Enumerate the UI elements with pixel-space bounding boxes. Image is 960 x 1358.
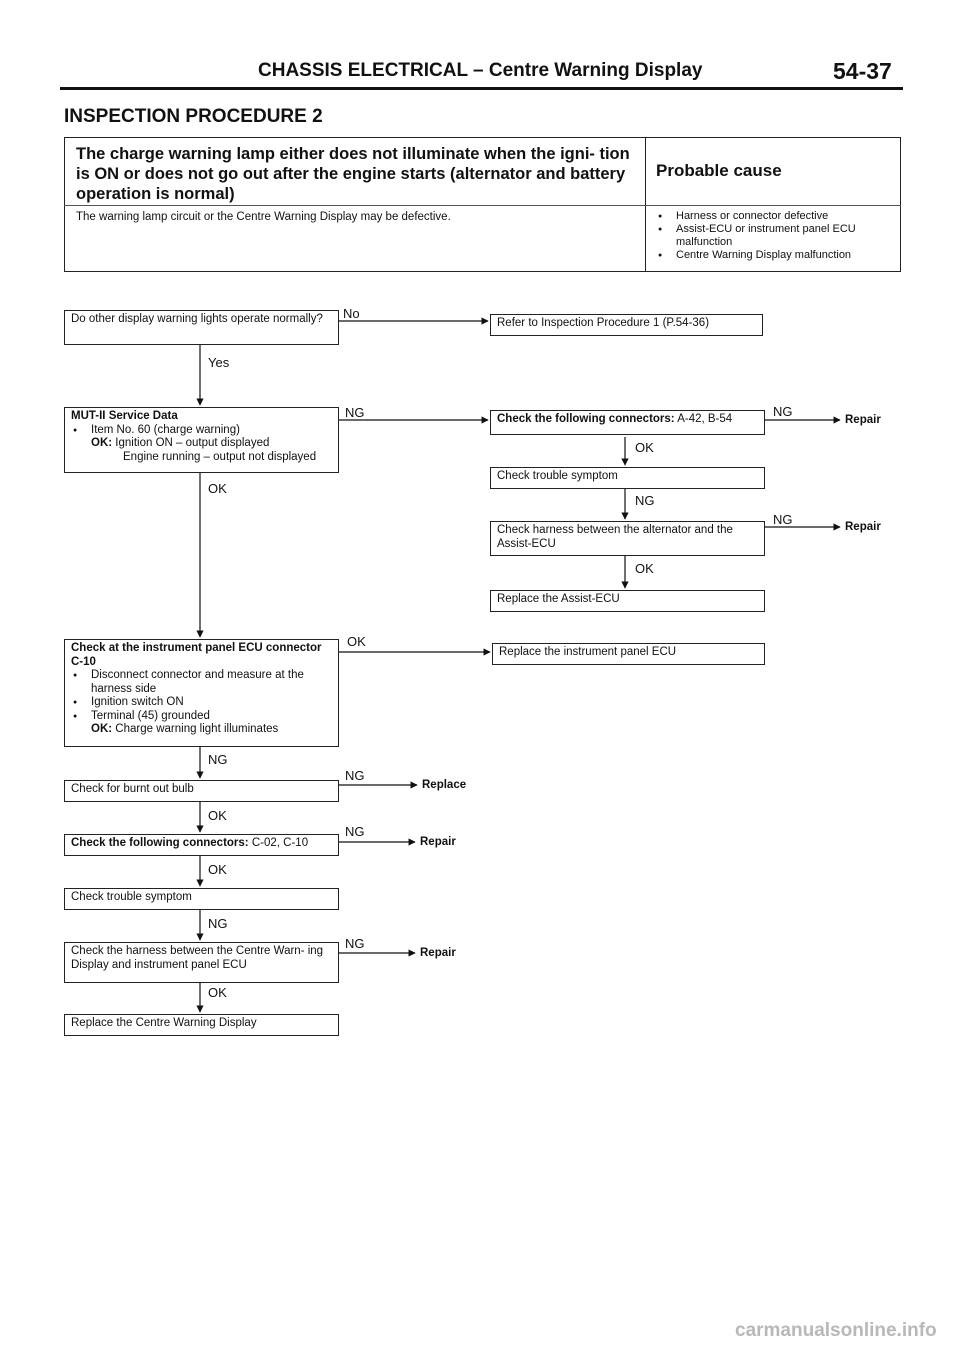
bulb-check-box: Check for burnt out bulb [64,780,339,802]
harness-check-box: Check the harness between the Centre Warn- ing Display and instrument panel ECU [64,942,339,983]
replace-ip-ecu-box: Replace the instrument panel ECU [492,643,765,665]
branch-label-ok: OK [347,634,366,649]
connector-label: Check the following connectors: [71,837,249,849]
replace-cwd-box: Replace the Centre Warning Display [64,1014,339,1036]
branch-label-ng: NG [773,512,793,527]
ip-ecu-ok-text: Charge warning light illuminates [115,723,279,735]
cause-item: ● Harness or connector defective [656,210,896,223]
branch-label-ng: NG [345,824,365,839]
page-number: 54-37 [833,58,892,84]
trouble-symptom-box: Check trouble symptom [490,467,765,489]
procedure-title: INSPECTION PROCEDURE 2 [64,106,323,127]
mut-ok-line: Ignition ON – output displayed [115,437,270,449]
branch-label-ok: OK [635,440,654,455]
branch-label-ok: OK [208,481,227,496]
connector-check-box [490,410,765,435]
symptom-description: The warning lamp circuit or the Centre Warning Display may be defective. [76,211,451,223]
refer-procedure-box: Refer to Inspection Procedure 1 (P.54-36) [490,314,763,336]
trouble-symptom-box: Check trouble symptom [64,888,339,910]
connector-label: Check the following connectors: [497,413,675,425]
probable-cause-heading: Probable cause [656,161,782,180]
result-repair: Repair [420,947,456,959]
mut-ok-line: Engine running – output not displayed [123,450,317,463]
harness-check-box: Check harness between the alternator and the Assist-ECU [490,521,765,556]
step-item: ● Terminal (45) grounded [71,710,332,724]
cause-item: ● Centre Warning Display malfunction [656,249,896,262]
branch-label-ng: NG [345,936,365,951]
step-item: ● Disconnect connector and measure at the harness side [71,669,332,696]
mut-service-data-box [64,407,339,473]
step-item: ● Ignition switch ON [71,696,332,710]
branch-label-ng: NG [208,916,228,931]
ok-label: OK: [91,437,113,449]
mut-title: MUT-II Service Data [71,410,178,422]
cause-item: ● Assist-ECU or instrument panel ECU malfunction [656,223,896,249]
connector-check-box [64,834,339,856]
replace-assist-ecu-box: Replace the Assist-ECU [490,590,765,612]
ok-label: OK: [91,723,113,735]
branch-label-ng: NG [208,752,228,767]
branch-label-ng: NG [345,768,365,783]
branch-label-ng: NG [345,405,365,420]
result-repair: Repair [845,521,881,533]
branch-label-ok: OK [208,808,227,823]
branch-label-ok: OK [635,561,654,576]
connector-ids: C-02, C-10 [251,837,309,849]
result-repair: Repair [845,414,881,426]
connector-ids: A-42, B-54 [677,413,733,425]
result-replace: Replace [422,779,467,791]
page-header-title: CHASSIS ELECTRICAL – Centre Warning Display [258,60,703,81]
symptom-title: The charge warning lamp either does not illuminate when the igni- tion is ON or does not go out after the engine starts (alternator and battery operation is normal) [76,145,630,203]
ip-ecu-title: Check at the instrument panel ECU connector C-10 [71,642,322,668]
branch-label-ng: NG [635,493,655,508]
branch-label-ok: OK [208,862,227,877]
branch-label-ok: OK [208,985,227,1000]
mut-item: ● Item No. 60 (charge warning) [71,424,332,438]
branch-label-ng: NG [773,404,793,419]
watermark: carmanualsonline.info [735,1320,937,1341]
result-repair: Repair [420,836,456,848]
ip-ecu-check-box [64,639,339,747]
question-box: Do other display warning lights operate normally? [64,310,339,345]
branch-label-no: No [343,306,360,321]
branch-label-yes: Yes [208,355,230,370]
